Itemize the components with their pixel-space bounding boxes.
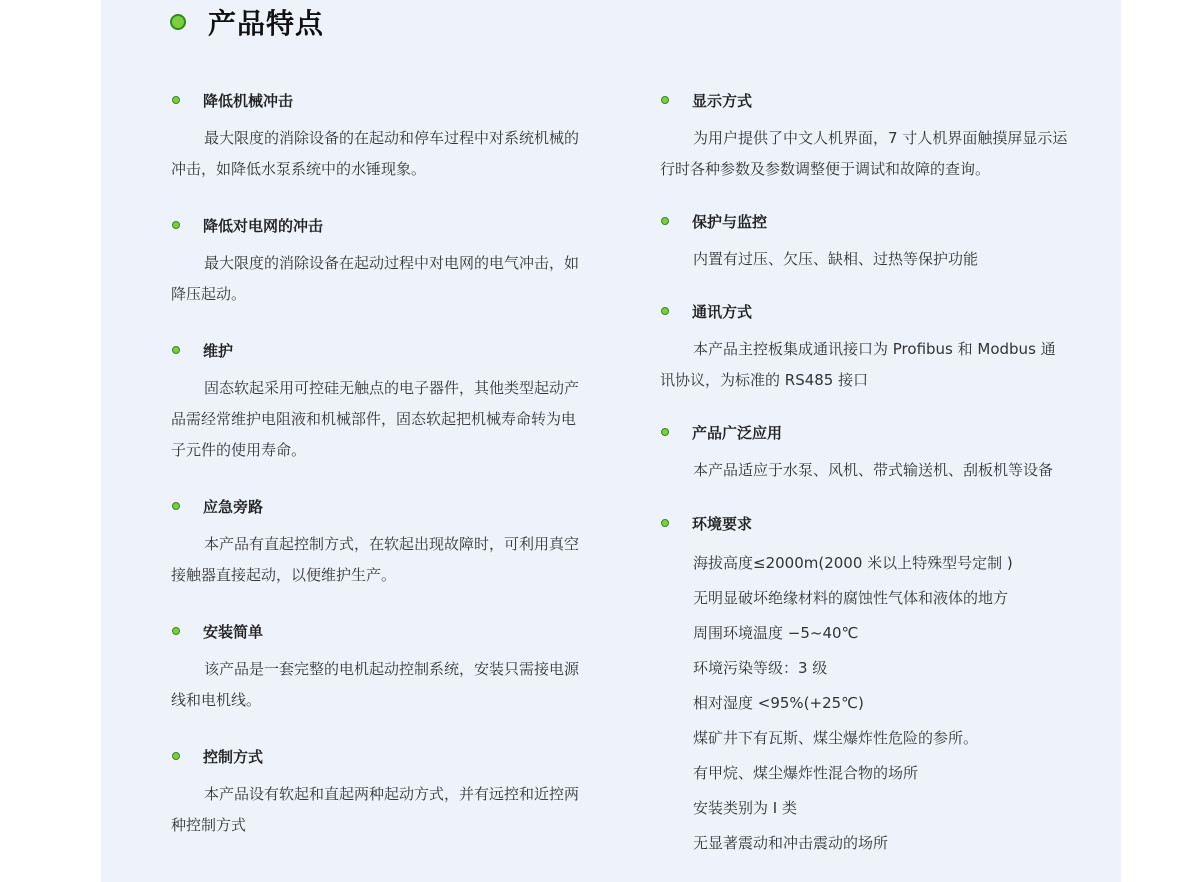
feature-item: [660, 84, 1070, 205]
feature-item: [171, 209, 581, 334]
environment-item: 无显著震动和冲击震动的场所: [693, 834, 889, 852]
section-bullet-icon: [170, 14, 186, 30]
environment-list: [660, 546, 1070, 861]
feature-header: [660, 84, 1070, 116]
feature-item: [171, 615, 581, 740]
feature-title: 保护与监控: [692, 212, 768, 231]
feature-title: 维护: [203, 341, 234, 360]
environment-requirements: [660, 507, 1070, 861]
environment-item: 安装类别为 I 类: [693, 799, 797, 817]
feature-header: [171, 740, 581, 772]
bullet-icon: [172, 627, 180, 635]
feature-header: [171, 615, 581, 647]
bullet-icon: [661, 96, 669, 104]
bullet-icon: [172, 221, 180, 229]
environment-item: 相对湿度 <95%(+25℃): [693, 694, 864, 712]
feature-item: [171, 84, 581, 209]
feature-title: 应急旁路: [203, 497, 264, 516]
feature-description: 内置有过压、欠压、缺相、过热等保护功能: [693, 250, 979, 268]
bullet-icon: [172, 346, 180, 354]
feature-title: 控制方式: [203, 747, 264, 766]
bullet-icon: [172, 502, 180, 510]
section-title: 产品特点: [208, 7, 325, 40]
feature-header: [660, 295, 1070, 327]
feature-title: 安装简单: [203, 622, 264, 641]
feature-description: 该产品是一套完整的电机起动控制系统，安装只需接电源线和电机线。: [171, 660, 580, 709]
right-feature-column: [660, 84, 1070, 861]
feature-title: 显示方式: [692, 91, 753, 110]
feature-header: [171, 209, 581, 241]
environment-item: 环境污染等级：3 级: [693, 659, 828, 677]
feature-description: 本产品设有软起和直起两种起动方式，并有远控和近控两种控制方式: [171, 785, 580, 834]
feature-item: [660, 295, 1070, 416]
feature-description: 固态软起采用可控硅无触点的电子器件，其他类型起动产品需经常维护电阻液和机械部件，固态软起把机械寿命转为电子元件的使用寿命。: [171, 379, 580, 459]
bullet-icon: [661, 428, 669, 436]
feature-description: 最大限度的消除设备在起动过程中对电网的电气冲击，如降压起动。: [171, 254, 580, 303]
feature-header: [660, 507, 1070, 539]
environment-item: 有甲烷、煤尘爆炸性混合物的场所: [693, 764, 919, 782]
feature-title: 通讯方式: [692, 302, 753, 321]
environment-item: 海拔高度≤2000m(2000 米以上特殊型号定制 ): [693, 554, 1013, 572]
feature-header: [171, 84, 581, 116]
feature-description: 为用户提供了中文人机界面，7 寸人机界面触摸屏显示运行时各种参数及参数调整便于调试和故障的查询。: [660, 129, 1068, 178]
feature-header: [660, 205, 1070, 237]
feature-header: [171, 490, 581, 522]
section-header: [170, 2, 324, 42]
feature-title: 产品广泛应用: [692, 423, 783, 442]
feature-description: 最大限度的消除设备的在起动和停车过程中对系统机械的冲击，如降低水泵系统中的水锤现象。: [171, 129, 580, 178]
feature-title: 降低对电网的冲击: [203, 216, 324, 235]
bullet-icon: [661, 519, 669, 527]
environment-item: 煤矿井下有瓦斯、煤尘爆炸性危险的参所。: [693, 729, 979, 747]
feature-header: [171, 334, 581, 366]
feature-item: [171, 740, 581, 840]
left-feature-column: [171, 84, 581, 840]
feature-header: [660, 416, 1070, 448]
feature-description: 本产品主控板集成通讯接口为 Profibus 和 Modbus 通讯协议，为标准的 RS485 接口: [660, 340, 1056, 389]
feature-description: 本产品适应于水泵、风机、带式输送机、刮板机等设备: [693, 461, 1054, 479]
feature-title: 环境要求: [692, 514, 753, 533]
feature-description: 本产品有直起控制方式，在软起出现故障时，可利用真空接触器直接起动，以便维护生产。: [171, 535, 580, 584]
bullet-icon: [661, 307, 669, 315]
feature-title: 降低机械冲击: [203, 91, 294, 110]
environment-item: 无明显破坏绝缘材料的腐蚀性气体和液体的地方: [693, 589, 1009, 607]
bullet-icon: [172, 752, 180, 760]
environment-item: 周围环境温度 −5~40℃: [693, 624, 859, 642]
bullet-icon: [172, 96, 180, 104]
bullet-icon: [661, 217, 669, 225]
feature-item: [660, 416, 1070, 507]
feature-item: [171, 490, 581, 615]
feature-item: [171, 334, 581, 490]
feature-item: [660, 205, 1070, 295]
